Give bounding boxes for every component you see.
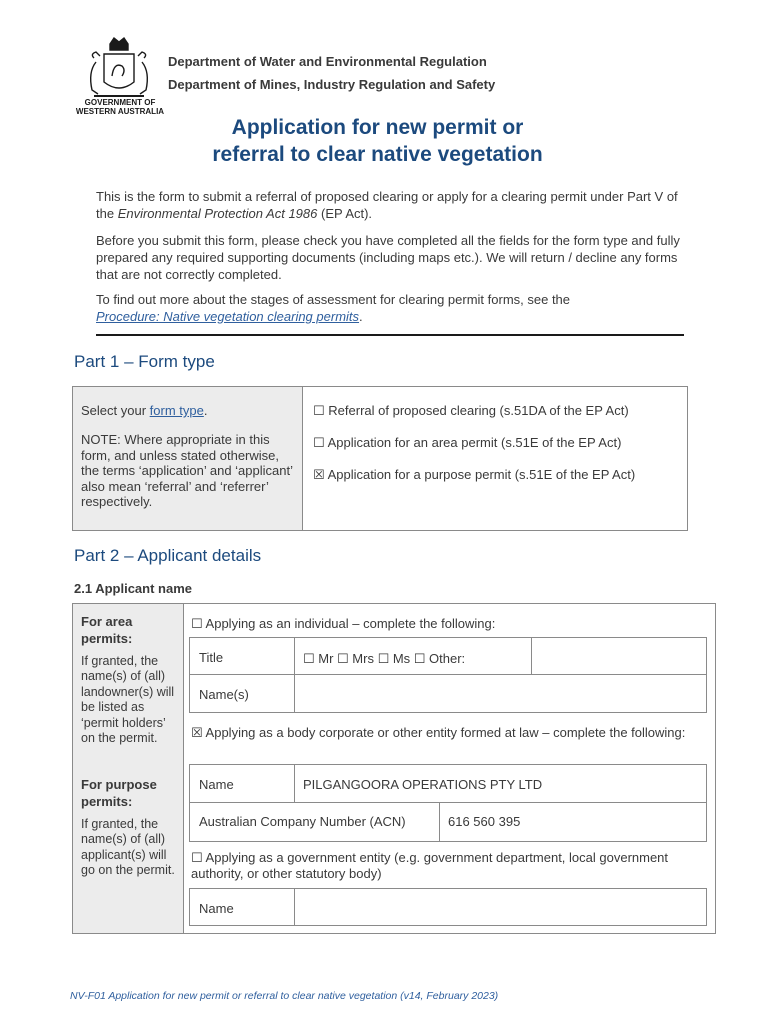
title-label-cell: [190, 638, 295, 674]
acn-label-cell: [190, 803, 440, 841]
form-type-note: NOTE: Where appropriate in this form, and unless stated otherwise, the terms ‘application’ and ‘applicant’ also mean ‘referral’ and ‘referrer’ respectively.: [81, 432, 293, 510]
intro-paragraph-2: Before you submit this form, please check you have completed all the fields for the form type and fully prepared any required supporting documents (including maps etc.). We will return / decline any forms that are not correctly completed.: [96, 233, 680, 282]
government-name-row[interactable]: [189, 888, 707, 926]
title-options[interactable]: ☐ Mr ☐ Mrs ☐ Ms ☐ Other:: [303, 651, 466, 666]
intro-p3-a: To find out more about the stages of assessment for clearing permit forms, see the: [96, 292, 571, 307]
names-label: Name(s): [199, 687, 249, 702]
option-referral[interactable]: [313, 403, 629, 419]
company-name-value[interactable]: PILGANGOORA OPERATIONS PTY LTD: [303, 777, 543, 792]
acn-value[interactable]: 616 560 395: [448, 814, 521, 829]
option-area-label: Application for an area permit (s.51E of the EP Act): [327, 435, 622, 450]
body-corporate-fields: [189, 764, 707, 842]
gov-name-label: Name: [199, 901, 234, 916]
select-form-type: [81, 403, 207, 418]
individual-fields: [189, 637, 707, 713]
select-a: Select your: [81, 403, 150, 418]
company-name-row: [190, 765, 706, 803]
intro-p1-b: (EP Act).: [317, 206, 373, 221]
department-mines: Department of Mines, Industry Regulation and Safety: [168, 77, 496, 92]
option-purpose-label: Application for a purpose permit (s.51E of the EP Act): [327, 467, 636, 482]
title-line1: Application for new permit or: [231, 116, 524, 139]
document-footer: NV-F01 Application for new permit or referral to clear native vegetation (v14, February 2023): [70, 990, 499, 1002]
gov-line1: GOVERNMENT OF: [84, 98, 156, 107]
ep-act-name: Environmental Protection Act 1986: [117, 206, 318, 221]
form-type-link[interactable]: form type: [149, 403, 204, 418]
form-type-table: [72, 386, 688, 531]
option-government[interactable]: ☐ Applying as a government entity (e.g. government department, local government authority, or other statutory body): [191, 850, 669, 881]
checkbox-icon[interactable]: ☐: [313, 403, 325, 418]
intro-paragraph-3: [96, 291, 696, 325]
form-type-label-cell: [73, 387, 303, 530]
department-water: Department of Water and Environmental Regulation: [168, 54, 487, 69]
intro-p1-a: This is the form to submit a referral of proposed clearing or apply for a clearing permit under Part V of the: [96, 189, 678, 221]
part1-heading: Part 1 – Form type: [74, 352, 215, 371]
applicant-name-subheading: 2.1 Applicant name: [74, 581, 192, 596]
part2-heading: Part 2 – Applicant details: [74, 546, 262, 565]
checkbox-icon[interactable]: ☐: [313, 435, 325, 450]
gov-name-label-cell: [190, 889, 295, 925]
title-label: Title: [199, 650, 224, 665]
intro-paragraph-1: [96, 188, 696, 222]
title-line2: referral to clear native vegetation: [212, 143, 543, 166]
option-purpose-permit[interactable]: [313, 467, 635, 483]
acn-row: [190, 803, 706, 841]
area-permits-heading: For area permits:: [81, 614, 133, 646]
names-label-cell: [190, 675, 295, 712]
company-name-label-cell: [190, 765, 295, 802]
procedure-link[interactable]: Procedure: Native vegetation clearing permits: [96, 309, 360, 324]
purpose-permits-text: If granted, the name(s) of (all) applicant(s) will go on the permit.: [81, 817, 175, 878]
other-title-input[interactable]: [531, 638, 706, 674]
option-referral-label: Referral of proposed clearing (s.51DA of the EP Act): [328, 403, 629, 418]
applicant-table: [72, 603, 716, 934]
checked-checkbox-icon[interactable]: ☒: [313, 467, 325, 482]
title-row: [190, 638, 706, 675]
intro-p3-b: .: [359, 309, 363, 324]
acn-label: Australian Company Number (ACN): [199, 814, 406, 829]
purpose-permits-heading: For purpose permits:: [81, 777, 157, 809]
option-body-corporate[interactable]: ☒ Applying as a body corporate or other entity formed at law – complete the following:: [191, 725, 686, 740]
section-divider: [96, 334, 684, 336]
select-b: .: [203, 403, 208, 418]
applicant-guidance-cell: [73, 604, 184, 933]
gov-line2: WESTERN AUSTRALIA: [75, 107, 165, 116]
company-name-label: Name: [199, 777, 234, 792]
option-individual[interactable]: ☐ Applying as an individual – complete the following:: [191, 616, 496, 631]
area-permits-text: If granted, the name(s) of (all) landowner(s) will be listed as ‘permit holders’ on the permit.: [81, 654, 175, 746]
page-title: [150, 114, 605, 168]
names-row[interactable]: [190, 675, 706, 712]
option-area-permit[interactable]: [313, 435, 621, 451]
